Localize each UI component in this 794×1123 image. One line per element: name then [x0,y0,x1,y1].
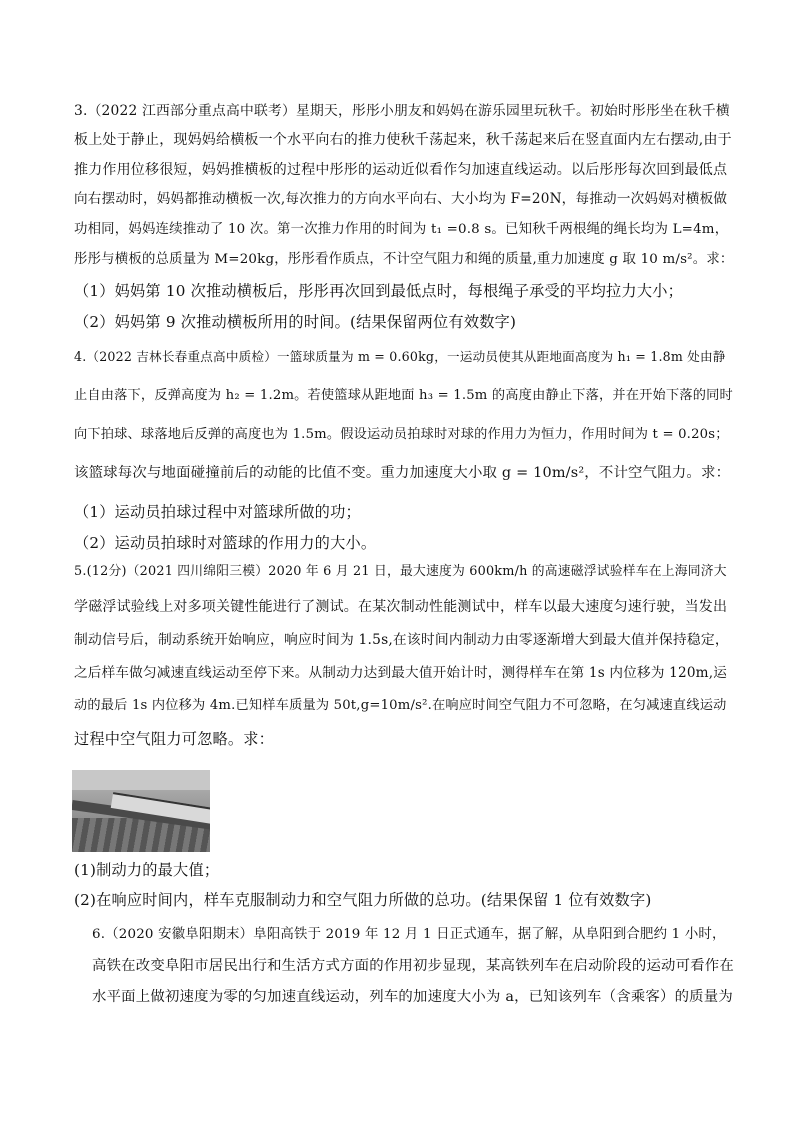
problem-3-line-6: 彤彤与横板的总质量为 M=20kg，彤彤看作质点，不计空气阻力和绳的质量,重力加速度 g 取 10 m/s²。求： [74,252,734,267]
problem-3-line-4: 向右摆动时，妈妈都推动横板一次,每次推力的方向水平向右、大小均为 F=20N，每推动一次妈妈对横板做 [74,191,728,207]
problem-6-line-1: 6.（2020 安徽阜阳期末）阜阳高铁于 2019 年 12 月 1 日正式通车，据了解，从阜阳到合肥约 1 小时， [92,927,726,942]
problem-6-line-3: 水平面上做初速度为零的匀加速直线运动，列车的加速度大小为 a，已知该列车（含乘客）的质量为 [92,989,733,1005]
problem-3-line-5: 功相同，妈妈连续推动了 10 次。第一次推力作用的时间为 t₁ =0.8 s。已知秋千两根绳的绳长均为 L=4m， [74,222,729,237]
problem-4-line-3: 向下拍球、球落地后反弹的高度也为 1.5m。假设运动员拍球时对球的作用力为恒力，作用时间为 t = 0.20s； [74,427,729,442]
problem-5-line-4: 之后样车做匀减速直线运动至停下来。从制动力达到最大值开始计时，测得样车在第 1s 内位移为 120m,运 [74,665,728,681]
problem-5-question-2: (2)在响应时间内，样车克服制动力和空气阻力所做的总功。(结果保留 1 位有效数字) [74,891,652,909]
problem-3-line-1: 3.（2022 江西部分重点高中联考）星期天，彤彤小朋友和妈妈在游乐园里玩秋千。初始时彤彤坐在秋千横 [74,103,730,119]
problem-5-line-3: 制动信号后，制动系统开始响应，响应时间为 1.5s,在该时间内制动力由零逐渐增大到最大值并保持稳定， [74,632,729,648]
problem-4-question-2: （2）运动员拍球时对篮球的作用力的大小。 [74,534,377,552]
maglev-train-photo [72,770,210,852]
problem-4-question-1: （1）运动员拍球过程中对篮球所做的功； [74,503,361,521]
problem-3-line-3: 推力作用位移很短，妈妈推横板的过程中彤彤的运动近似看作匀加速直线运动。以后彤彤每次回到最低点 [74,162,728,178]
problem-4-line-2: 止自由落下，反弹高度为 h₂ = 1.2m。若使篮球从距地面 h₃ = 1.5m 的高度由静止下落，并在开始下落的同时 [74,388,733,403]
problem-5-line-6: 过程中空气阻力可忽略。求： [74,730,275,748]
problem-3-line-2: 板上处于静止，现妈妈给横板一个水平向右的推力使秋千荡起来，秋千荡起来后在竖直面内左右摆动,由于 [74,132,732,148]
problem-3-question-1: （1）妈妈第 10 次推动横板后，彤彤再次回到最低点时，每根绳子承受的平均拉力大小； [74,282,683,300]
problem-5-line-5: 动的最后 1s 内位移为 4m.已知样车质量为 50t,g=10m/s².在响应时间空气阻力不可忽略，在匀减速直线运动 [74,698,727,713]
problem-3-question-2: （2）妈妈第 9 次推动横板所用的时间。(结果保留两位有效数字) [74,313,517,331]
problem-5-line-2: 学磁浮试验线上对多项关键性能进行了测试。在某次制动性能测试中，样车以最大速度匀速行驶，当发出 [74,599,728,615]
problem-4-line-4: 该篮球每次与地面碰撞前后的动能的比值不变。重力加速度大小取 g = 10m/s²，不计空气阻力。求： [74,465,731,481]
problem-5-question-1: (1)制动力的最大值； [74,861,220,879]
problem-4-line-1: 4.（2022 吉林长春重点高中质检）一篮球质量为 m = 0.60kg，一运动员使其从距地面高度为 h₁ = 1.8m 处由静 [74,349,726,364]
problem-6-line-2: 高铁在改变阜阳市居民出行和生活方式方面的作用初步显现，某高铁列车在启动阶段的运动可看作在 [92,958,734,974]
problem-5-line-1: 5.(12分)（2021 四川绵阳三模）2020 年 6 月 21 日，最大速度为 600km/h 的高速磁浮试验样车在上海同济大 [74,564,727,579]
